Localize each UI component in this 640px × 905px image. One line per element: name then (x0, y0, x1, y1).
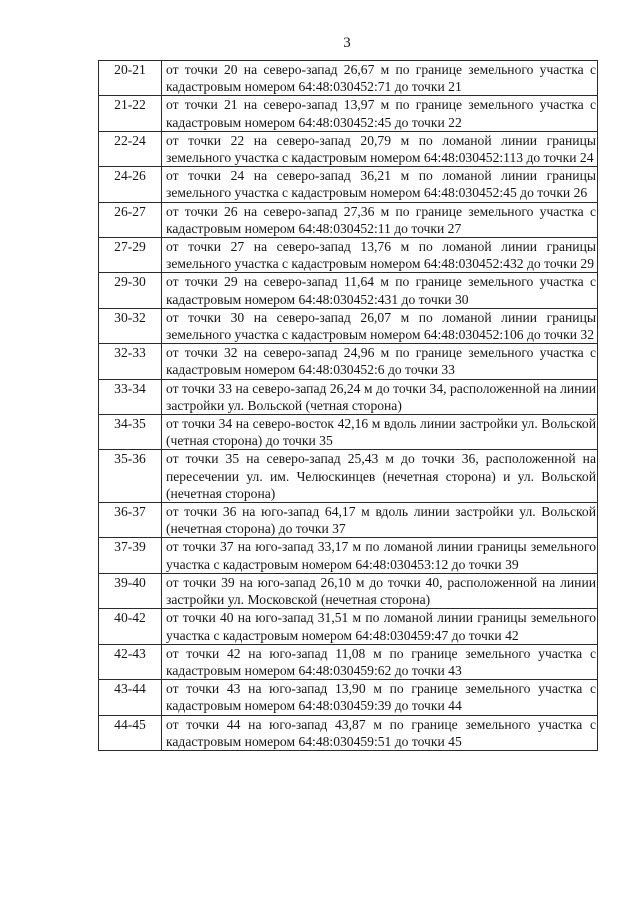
segment-description-cell: от точки 39 на юго-запад 26,10 м до точки 40, расположенной на линии застройки ул. Московской (нечетная сторона) (162, 573, 598, 608)
table-row (99, 379, 598, 414)
segment-id-cell: 33-34 (99, 379, 162, 414)
page-number: 3 (343, 35, 351, 51)
segment-description-cell: от точки 26 на северо-запад 27,36 м по границе земельного участка с кадастровым номером 64:48:030452:11 до точки 27 (162, 202, 598, 237)
segment-id-cell: 24-26 (99, 167, 162, 202)
segment-description-cell: от точки 20 на северо-запад 26,67 м по границе земельного участка с кадастровым номером 64:48:030452:71 до точки 21 (162, 61, 598, 96)
table-row (99, 715, 598, 750)
segment-id-cell: 35-36 (99, 450, 162, 503)
table-row (99, 609, 598, 644)
segment-id-cell: 21-22 (99, 96, 162, 131)
table-row (99, 131, 598, 166)
segment-id-cell: 34-35 (99, 415, 162, 450)
segment-id-cell: 39-40 (99, 573, 162, 608)
segment-description-cell: от точки 29 на северо-запад 11,64 м по границе земельного участка с кадастровым номером 64:48:030452:431 до точки 30 (162, 273, 598, 308)
segment-id-cell: 32-33 (99, 344, 162, 379)
segment-description-cell: от точки 40 на юго-запад 31,51 м по ломаной линии границы земельного участка с кадастровым номером 64:48:030459:47 до точки 42 (162, 609, 598, 644)
table-row (99, 273, 598, 308)
segment-id-cell: 20-21 (99, 61, 162, 96)
table-row (99, 96, 598, 131)
segment-description-cell: от точки 24 на северо-запад 36,21 м по ломаной линии границы земельного участка с кадастровым номером 64:48:030452:45 до точки 26 (162, 167, 598, 202)
segment-description-cell: от точки 27 на северо-запад 13,76 м по ломаной линии границы земельного участка с кадастровым номером 64:48:030452:432 до точки 29 (162, 238, 598, 273)
table-row (99, 680, 598, 715)
segment-id-cell: 29-30 (99, 273, 162, 308)
table-row (99, 644, 598, 679)
segment-description-cell: от точки 22 на северо-запад 20,79 м по ломаной линии границы земельного участка с кадастровым номером 64:48:030452:113 до точки 24 (162, 131, 598, 166)
segment-description-cell: от точки 30 на северо-запад 26,07 м по ломаной линии границы земельного участка с кадастровым номером 64:48:030452:106 до точки 32 (162, 308, 598, 343)
segment-description-cell: от точки 37 на юго-запад 33,17 м по ломаной линии границы земельного участка с кадастровым номером 64:48:030453:12 до точки 39 (162, 538, 598, 573)
table-row (99, 415, 598, 450)
table-row (99, 238, 598, 273)
segment-id-cell: 22-24 (99, 131, 162, 166)
segment-description-cell: от точки 42 на юго-запад 11,08 м по границе земельного участка с кадастровым номером 64:48:030459:62 до точки 43 (162, 644, 598, 679)
table-row (99, 167, 598, 202)
segment-id-cell: 40-42 (99, 609, 162, 644)
segment-id-cell: 26-27 (99, 202, 162, 237)
segment-description-cell: от точки 32 на северо-запад 24,96 м по границе земельного участка с кадастровым номером 64:48:030452:6 до точки 33 (162, 344, 598, 379)
segment-description-cell: от точки 33 на северо-запад 26,24 м до точки 34, расположенной на линии застройки ул. Вольской (четная сторона) (162, 379, 598, 414)
segment-id-cell: 42-43 (99, 644, 162, 679)
segment-description-cell: от точки 44 на юго-запад 43,87 м по границе земельного участка с кадастровым номером 64:48:030459:51 до точки 45 (162, 715, 598, 750)
table-row (99, 573, 598, 608)
segment-description-cell: от точки 21 на северо-запад 13,97 м по границе земельного участка с кадастровым номером 64:48:030452:45 до точки 22 (162, 96, 598, 131)
segment-id-cell: 27-29 (99, 238, 162, 273)
segment-description-cell: от точки 35 на северо-запад 25,43 м до точки 36, расположенной на пересечении ул. им. Челюскинцев (нечетная сторона) и ул. Вольской (нечетная сторона) (162, 450, 598, 503)
segment-id-cell: 43-44 (99, 680, 162, 715)
table-row (99, 344, 598, 379)
table-row (99, 202, 598, 237)
table-row (99, 308, 598, 343)
segment-id-cell: 36-37 (99, 503, 162, 538)
segment-description-cell: от точки 36 на юго-запад 64,17 м вдоль линии застройки ул. Вольской (нечетная сторона) до точки 37 (162, 503, 598, 538)
segment-description-cell: от точки 34 на северо-восток 42,16 м вдоль линии застройки ул. Вольской (четная сторона) до точки 35 (162, 415, 598, 450)
segment-id-cell: 30-32 (99, 308, 162, 343)
table-row (99, 61, 598, 96)
table-row (99, 503, 598, 538)
segments-table-body (99, 61, 598, 751)
segment-description-cell: от точки 43 на юго-запад 13,90 м по границе земельного участка с кадастровым номером 64:48:030459:39 до точки 44 (162, 680, 598, 715)
segment-id-cell: 37-39 (99, 538, 162, 573)
table-row (99, 450, 598, 503)
boundary-segments-table (98, 60, 598, 751)
table-row (99, 538, 598, 573)
segment-id-cell: 44-45 (99, 715, 162, 750)
